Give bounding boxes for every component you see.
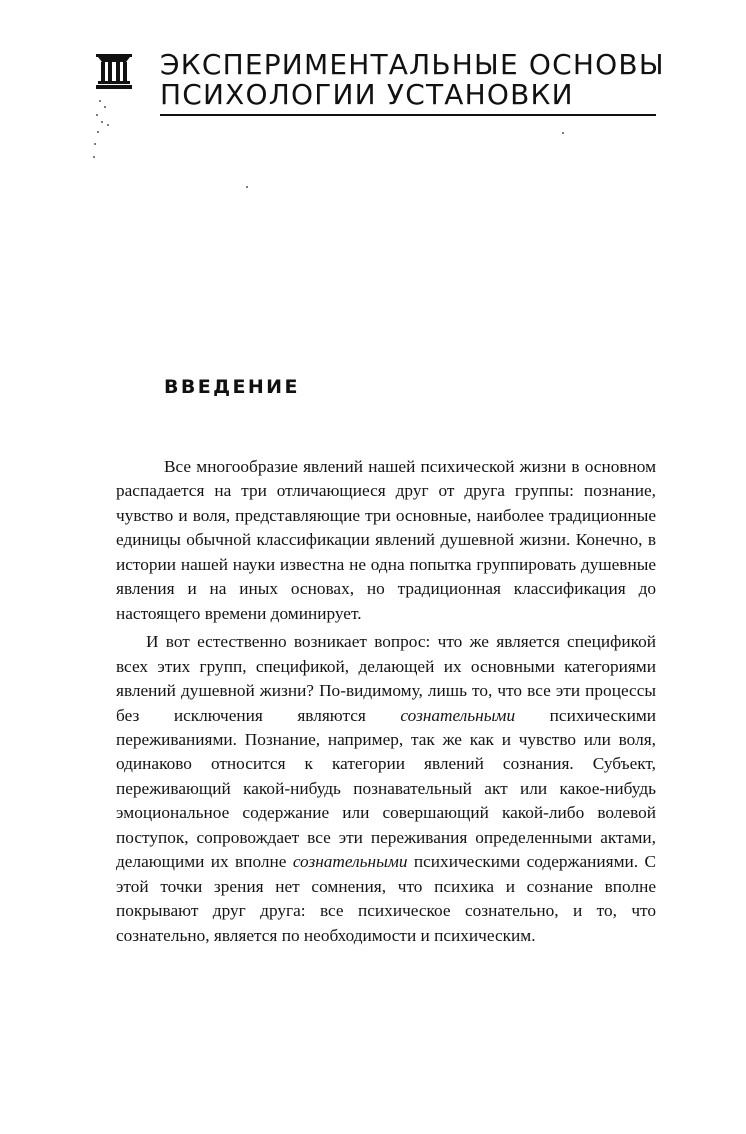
paragraph-2-text-b: психическими переживаниями. Познание, например, так же как и чувство или воля, одинаково относится к категории явлений сознания. Субъект, переживающий какой-нибудь познавательный акт или какое-нибудь эмоциональное содержание или совершающий какой-либо волевой поступок, сопровождает все эти переживания определенными актами, делающими их вполне: [116, 705, 656, 872]
book-title-line-1: ЭКСПЕРИМЕНТАЛЬНЫЕ ОСНОВЫ: [160, 48, 665, 81]
paragraph-2: [116, 630, 656, 948]
book-title-header: [160, 48, 665, 111]
book-title-line-2: ПСИХОЛОГИИ УСТАНОВКИ: [160, 78, 574, 111]
paragraph-1: [116, 455, 656, 626]
body-text: [116, 455, 656, 948]
paragraph-2-text-c: психическими содержаниями. С этой точки зрения нет сомнения, что психика и сознание вполне покрывают друг друга: все психическое сознательно, и то, что сознательно, является по необходимости и психическим.: [116, 852, 656, 945]
header-underline: [160, 114, 656, 116]
building-columns-icon: [95, 52, 133, 90]
italic-term-1: сознательными: [400, 705, 516, 725]
italic-term-2: сознательными: [292, 852, 408, 872]
section-title: ВВЕДЕНИЕ: [164, 376, 300, 398]
paragraph-1-text: Все многообразие явлений нашей психической жизни в основном распадается на три отличающиеся друг от друга группы: познание, чувство и воля, представляющие три основные, наиболее традиционные единицы обычной классификации явлений душевной жизни. Конечно, в истории нашей науки известна не одна попытка группировать душевные явления и на иных основах, но традиционная классификация до настоящего времени доминирует.: [116, 457, 656, 623]
paragraph-2-text-a: И вот естественно возникает вопрос: что же является спецификой всех этих групп, спецификой, делающей их основными категориями явлений душевной жизни? По-видимому, лишь то, что все эти процессы без исключения являются: [116, 632, 656, 725]
